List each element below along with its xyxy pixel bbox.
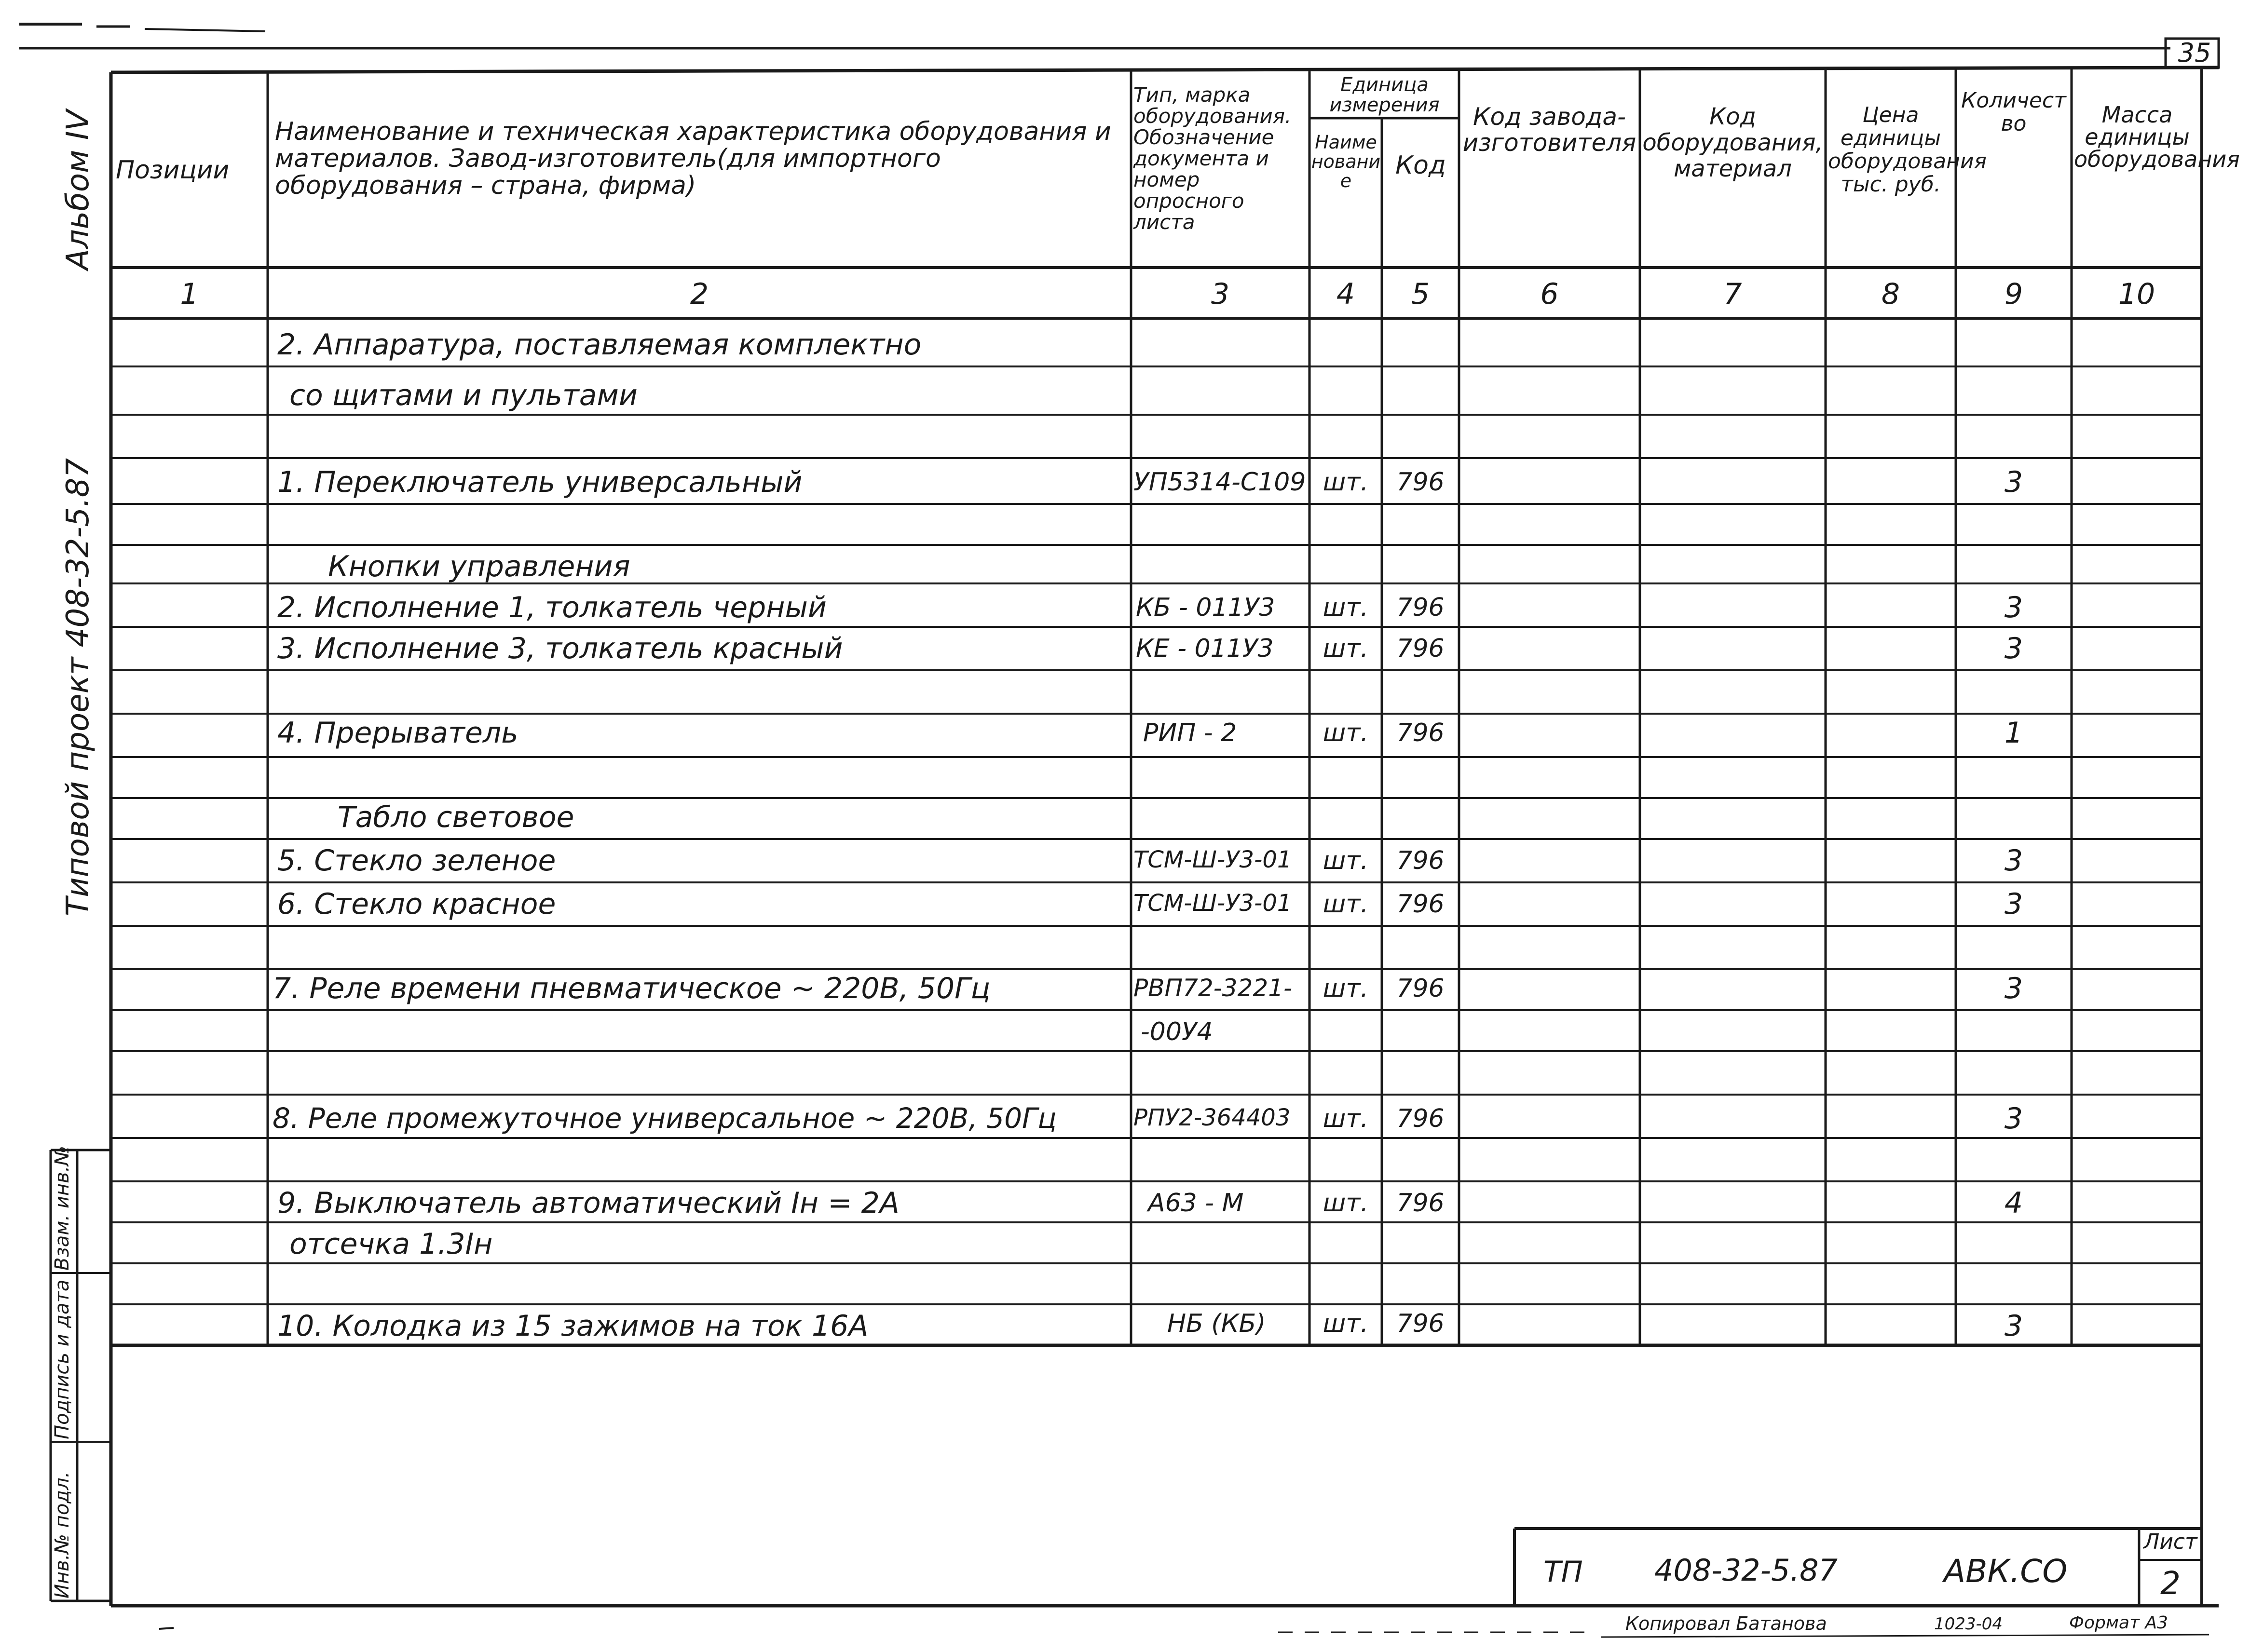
table-row-code: 796 [1396,593,1445,622]
table-row-type: УП5314-С109 [1133,468,1306,497]
table-row-name: со щитами и пультами [289,379,638,412]
table-row-type: РИП - 2 [1143,718,1237,747]
table-row-type: КЕ - 011У3 [1136,634,1274,663]
table-row-name: 8. Реле промежуточное универсальное ~ 220В, 50Гц [273,1102,1057,1135]
table-row-unit: шт. [1323,593,1369,622]
table-row-code: 796 [1396,846,1445,875]
table-row-code: 796 [1396,890,1445,919]
table-row-unit: шт. [1323,846,1369,875]
table-row-code: 796 [1396,1309,1445,1338]
table-row-qty: 3 [2004,972,2023,1005]
table-row-name: 2. Аппаратура, поставляемая комплектно [277,328,922,362]
colnum-10: 10 [2118,277,2155,311]
table-row-unit: шт. [1323,1309,1369,1338]
table-row-unit: шт. [1323,718,1369,747]
header-price: Цена единицы оборудования тыс. руб. [1828,103,1987,197]
table-row-name: Кнопки управления [328,550,630,583]
table-row-qty: 1 [2004,716,2023,750]
table-row-type: А63 - М [1148,1189,1244,1218]
table-row-type: РВП72-3221- [1133,974,1293,1002]
table-row-qty: 3 [2004,465,2023,499]
title-block-sheet-value: 2 [2160,1565,2181,1602]
table-row-qty: 3 [2004,887,2023,921]
table-row-code: 796 [1396,1104,1445,1133]
table-row-qty: 3 [2004,1309,2023,1343]
header-name: Наименование и техническая характеристика оборудования и материалов. Завод-изготовитель(для импортного оборудования – страна, фирма) [275,117,1111,200]
table-row-name: 1. Переключатель универсальный [277,465,803,499]
table-row-unit: шт. [1323,1104,1369,1133]
table-row-name: 6. Стекло красное [277,887,556,921]
colnum-2: 2 [690,277,709,311]
table-row-code: 796 [1396,1189,1445,1218]
stamp-label-signature: Подпись и дата [51,1279,73,1439]
table-row-unit: шт. [1323,1189,1369,1218]
table-row-qty: 3 [2004,632,2023,665]
table-row-name: 10. Колодка из 15 зажимов на ток 16А [277,1309,869,1343]
table-row-name: 9. Выключатель автоматический Iн = 2А [277,1186,900,1220]
table-row-unit: шт. [1323,974,1369,1003]
table-row-code: 796 [1396,718,1445,747]
header-type: Тип, марка оборудования. Обозначение документа и номер опросного листа [1133,83,1292,234]
header-factory-code: Код завода-изготовителя [1462,103,1636,157]
table-row-name: 7. Реле времени пневматическое ~ 220В, 50Гц [273,972,991,1005]
header-unit-name: Наименование [1311,132,1381,191]
table-row-name: Табло световое [338,800,574,834]
table-row-type: РПУ2-364403 [1133,1104,1291,1131]
footer-format: Формат А3 [2069,1613,2168,1633]
table-row-qty: 3 [2004,844,2023,878]
stamp-label-inv: Инв.№ подл. [51,1471,73,1598]
album-label: Альбом IV [60,109,96,270]
table-row-name: 4. Прерыватель [277,716,518,750]
header-positions: Позиции [116,156,230,185]
table-row-type: НБ (КБ) [1167,1309,1266,1338]
title-block-sheet-label: Лист [2143,1530,2197,1554]
table-row-code: 796 [1396,974,1445,1003]
footer-order: 1023-04 [1934,1614,2003,1634]
table-row-type: ТСМ-Ш-У3-01 [1133,846,1292,873]
stamp-label-replace: Взам. инв.№ [51,1146,73,1271]
colnum-6: 6 [1540,277,1559,311]
header-equipment-code: Код оборудования, материал [1642,103,1823,182]
footer-copied: Копировал Батанова [1625,1613,1827,1634]
header-unit-group-label: Единица измерения [1329,74,1440,116]
table-row-type: КБ - 011У3 [1136,593,1275,622]
colnum-1: 1 [180,277,199,311]
table-row-qty: 4 [2004,1186,2023,1220]
table-row-code: 796 [1396,634,1445,663]
top-sheet-number: 35 [2178,38,2211,68]
header-mass: Масса единицы оборудования [2074,102,2240,172]
table-row-unit: шт. [1323,890,1369,919]
title-block-tp: ТП [1543,1555,1583,1589]
table-row-unit: шт. [1323,634,1369,663]
table-row-name: отсечка 1.3Iн [289,1227,493,1261]
colnum-8: 8 [1881,277,1900,311]
table-row-qty: 3 [2004,1102,2023,1136]
colnum-5: 5 [1411,277,1430,311]
table-row-unit: шт. [1323,468,1369,497]
title-block-number: 408-32-5.87 [1654,1553,1838,1588]
colnum-4: 4 [1336,277,1355,311]
table-row-qty: 3 [2004,591,2023,624]
header-quantity: Количество [1961,88,2066,136]
table-row-name: 2. Исполнение 1, толкатель черный [277,591,827,624]
table-row-name: 5. Стекло зеленое [277,844,556,878]
colnum-3: 3 [1211,277,1230,311]
colnum-7: 7 [1723,277,1742,311]
table-row-code: 796 [1396,468,1445,497]
project-label: Типовой проект 408-32-5.87 [60,458,96,916]
title-block-mark: АВК.СО [1944,1553,2068,1590]
table-row-type: ТСМ-Ш-У3-01 [1133,890,1292,917]
table-row-name: 3. Исполнение 3, толкатель красный [277,632,843,665]
colnum-9: 9 [2004,277,2023,311]
header-unit-code: Код [1395,151,1446,180]
table-row-type: -00У4 [1141,1017,1213,1046]
